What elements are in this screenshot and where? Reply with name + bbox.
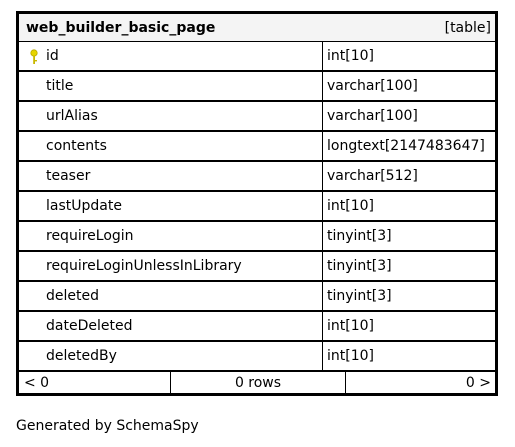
column-name: urlAlias: [46, 108, 98, 124]
row-count: 0 rows: [171, 372, 346, 393]
generated-by-caption: Generated by SchemaSpy: [16, 418, 199, 434]
column-type: longtext[2147483647]: [327, 138, 485, 154]
column-name: deletedBy: [46, 348, 117, 364]
column-row: [19, 312, 495, 342]
parents-count: < 0: [19, 372, 171, 393]
column-type: int[10]: [327, 348, 374, 364]
column-name: title: [46, 78, 74, 94]
column-row: [19, 192, 495, 222]
column-name-cell: [19, 42, 323, 70]
column-type: varchar[100]: [327, 108, 418, 124]
table-type-label: [table]: [444, 19, 491, 36]
column-row: [19, 72, 495, 102]
column-name-cell: [19, 132, 323, 160]
children-count: 0 >: [465, 374, 491, 391]
column-type: int[10]: [327, 48, 374, 64]
table-footer: [19, 372, 495, 393]
column-type: tinyint[3]: [327, 258, 392, 274]
column-row: [19, 42, 495, 72]
column-name: id: [46, 48, 59, 64]
column-name-cell: [19, 222, 323, 250]
column-row: [19, 102, 495, 132]
column-name: requireLogin: [46, 228, 134, 244]
column-name-cell: [19, 282, 323, 310]
table-name: web_builder_basic_page: [26, 19, 216, 36]
column-row: [19, 342, 495, 372]
column-name: deleted: [46, 288, 99, 304]
column-name-cell: [19, 162, 323, 190]
column-row: [19, 162, 495, 192]
column-type: tinyint[3]: [327, 228, 392, 244]
column-row: [19, 222, 495, 252]
column-name-cell: [19, 342, 323, 370]
column-name-cell: [19, 72, 323, 100]
column-name: teaser: [46, 168, 91, 184]
table-header: [19, 14, 495, 42]
key-icon: [29, 49, 39, 65]
column-name-cell: [19, 252, 323, 280]
column-name: requireLoginUnlessInLibrary: [46, 258, 242, 274]
column-name: lastUpdate: [46, 198, 122, 214]
column-name-cell: [19, 192, 323, 220]
table-node: [16, 11, 498, 396]
column-name: dateDeleted: [46, 318, 133, 334]
column-row: [19, 252, 495, 282]
column-type: varchar[512]: [327, 168, 418, 184]
column-row: [19, 132, 495, 162]
column-type: int[10]: [327, 198, 374, 214]
column-type: varchar[100]: [327, 78, 418, 94]
column-row: [19, 282, 495, 312]
column-type: tinyint[3]: [327, 288, 392, 304]
column-type: int[10]: [327, 318, 374, 334]
column-name-cell: [19, 312, 323, 340]
column-name-cell: [19, 102, 323, 130]
column-name: contents: [46, 138, 107, 154]
